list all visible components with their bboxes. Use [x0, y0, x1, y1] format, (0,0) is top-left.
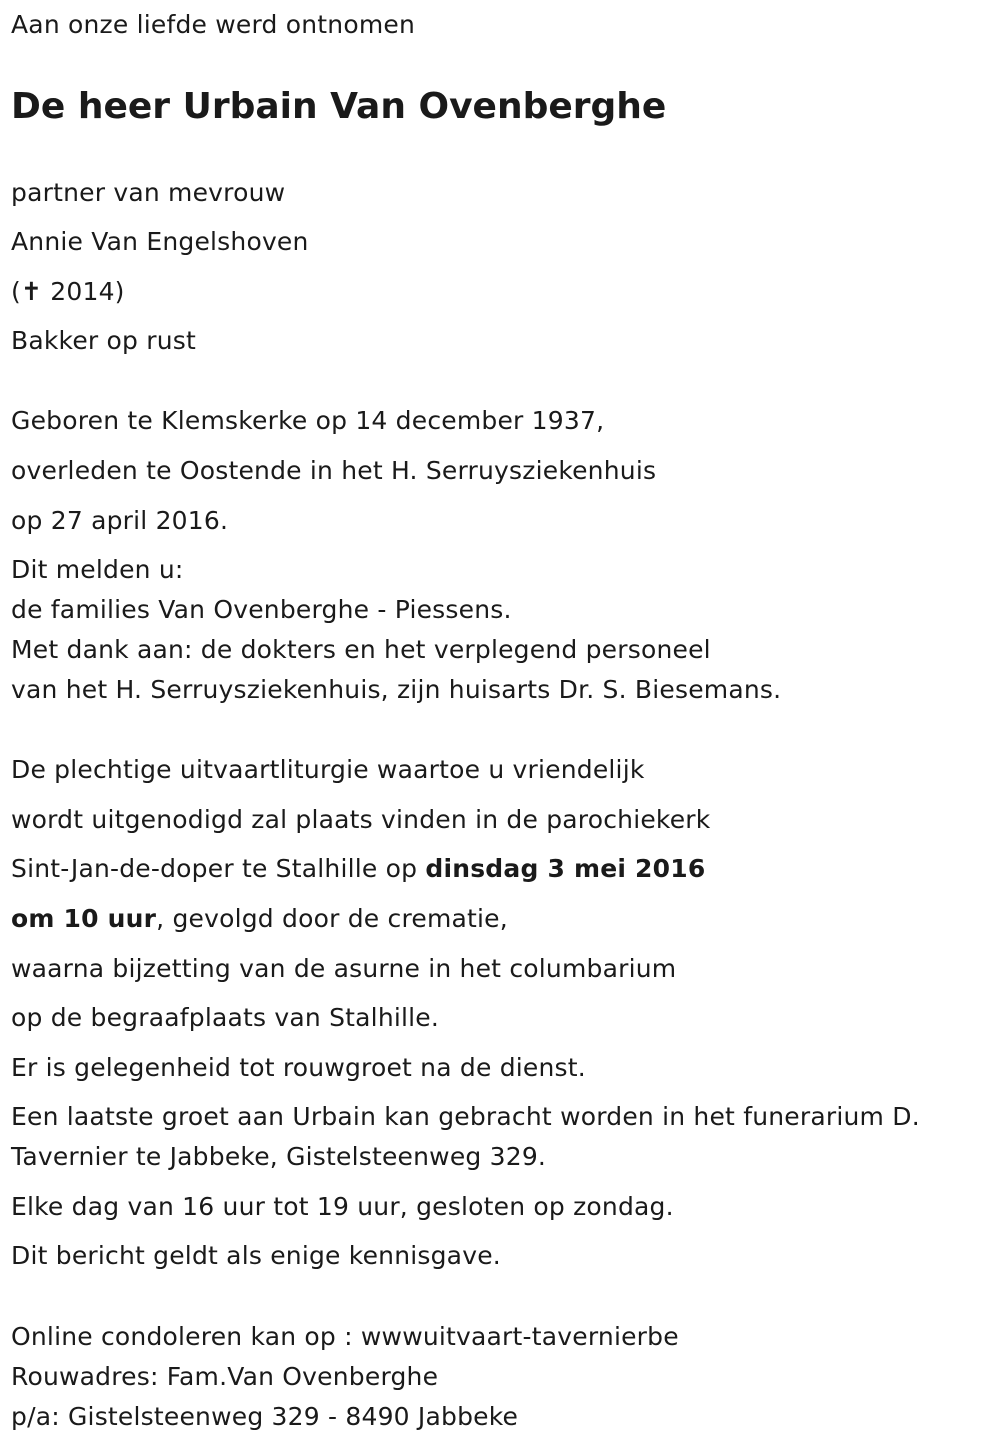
service-line-3	[11, 854, 705, 884]
partner-line-3: (✝ 2014)	[11, 277, 125, 306]
service-line-8: Een laatste groet aan Urbain kan gebracht worden in het funerarium D.	[11, 1102, 920, 1131]
service-line-5: waarna bijzetting van de asurne in het columbarium	[11, 954, 677, 983]
contact-line-3: p/a: Gistelsteenweg 329 - 8490 Jabbeke	[11, 1402, 519, 1431]
announce-line-2: de families Van Ovenberghe - Piessens.	[11, 595, 512, 624]
contact-line-2: Rouwadres: Fam.Van Ovenberghe	[11, 1362, 439, 1391]
service-location-text: Sint-Jan-de-doper te Stalhille op	[11, 854, 426, 883]
service-line-10: Elke dag van 16 uur tot 19 uur, gesloten op zondag.	[11, 1192, 674, 1221]
service-time: om 10 uur	[11, 904, 157, 933]
birth-line: Geboren te Klemskerke op 14 december 1937,	[11, 406, 605, 435]
service-line-11: Dit bericht geldt als enige kennisgave.	[11, 1241, 501, 1270]
service-line-4	[11, 904, 508, 934]
partner-line-1: partner van mevrouw	[11, 178, 286, 207]
cremation-text: , gevolgd door de crematie,	[156, 904, 508, 933]
announce-line-3: Met dank aan: de dokters en het verplegend personeel	[11, 635, 711, 664]
announce-line-4: van het H. Serruysziekenhuis, zijn huisarts Dr. S. Biesemans.	[11, 675, 782, 704]
death-line-1: overleden te Oostende in het H. Serruysziekenhuis	[11, 456, 657, 485]
occupation-text: Bakker op rust	[11, 326, 197, 355]
deceased-name: De heer Urbain Van Ovenberghe	[11, 86, 667, 127]
announce-line-1: Dit melden u:	[11, 555, 184, 584]
service-line-9: Tavernier te Jabbeke, Gistelsteenweg 329.	[11, 1142, 547, 1171]
service-line-6: op de begraafplaats van Stalhille.	[11, 1003, 440, 1032]
service-date: dinsdag 3 mei 2016	[425, 854, 706, 883]
service-line-2: wordt uitgenodigd zal plaats vinden in de parochiekerk	[11, 805, 711, 834]
service-line-1: De plechtige uitvaartliturgie waartoe u vriendelijk	[11, 755, 645, 784]
service-line-7: Er is gelegenheid tot rouwgroet na de dienst.	[11, 1053, 586, 1082]
intro-text: Aan onze liefde werd ontnomen	[11, 10, 416, 39]
partner-line-2: Annie Van Engelshoven	[11, 227, 309, 256]
contact-line-1: Online condoleren kan op : wwwuitvaart-tavernierbe	[11, 1322, 679, 1351]
death-line-2: op 27 april 2016.	[11, 506, 229, 535]
